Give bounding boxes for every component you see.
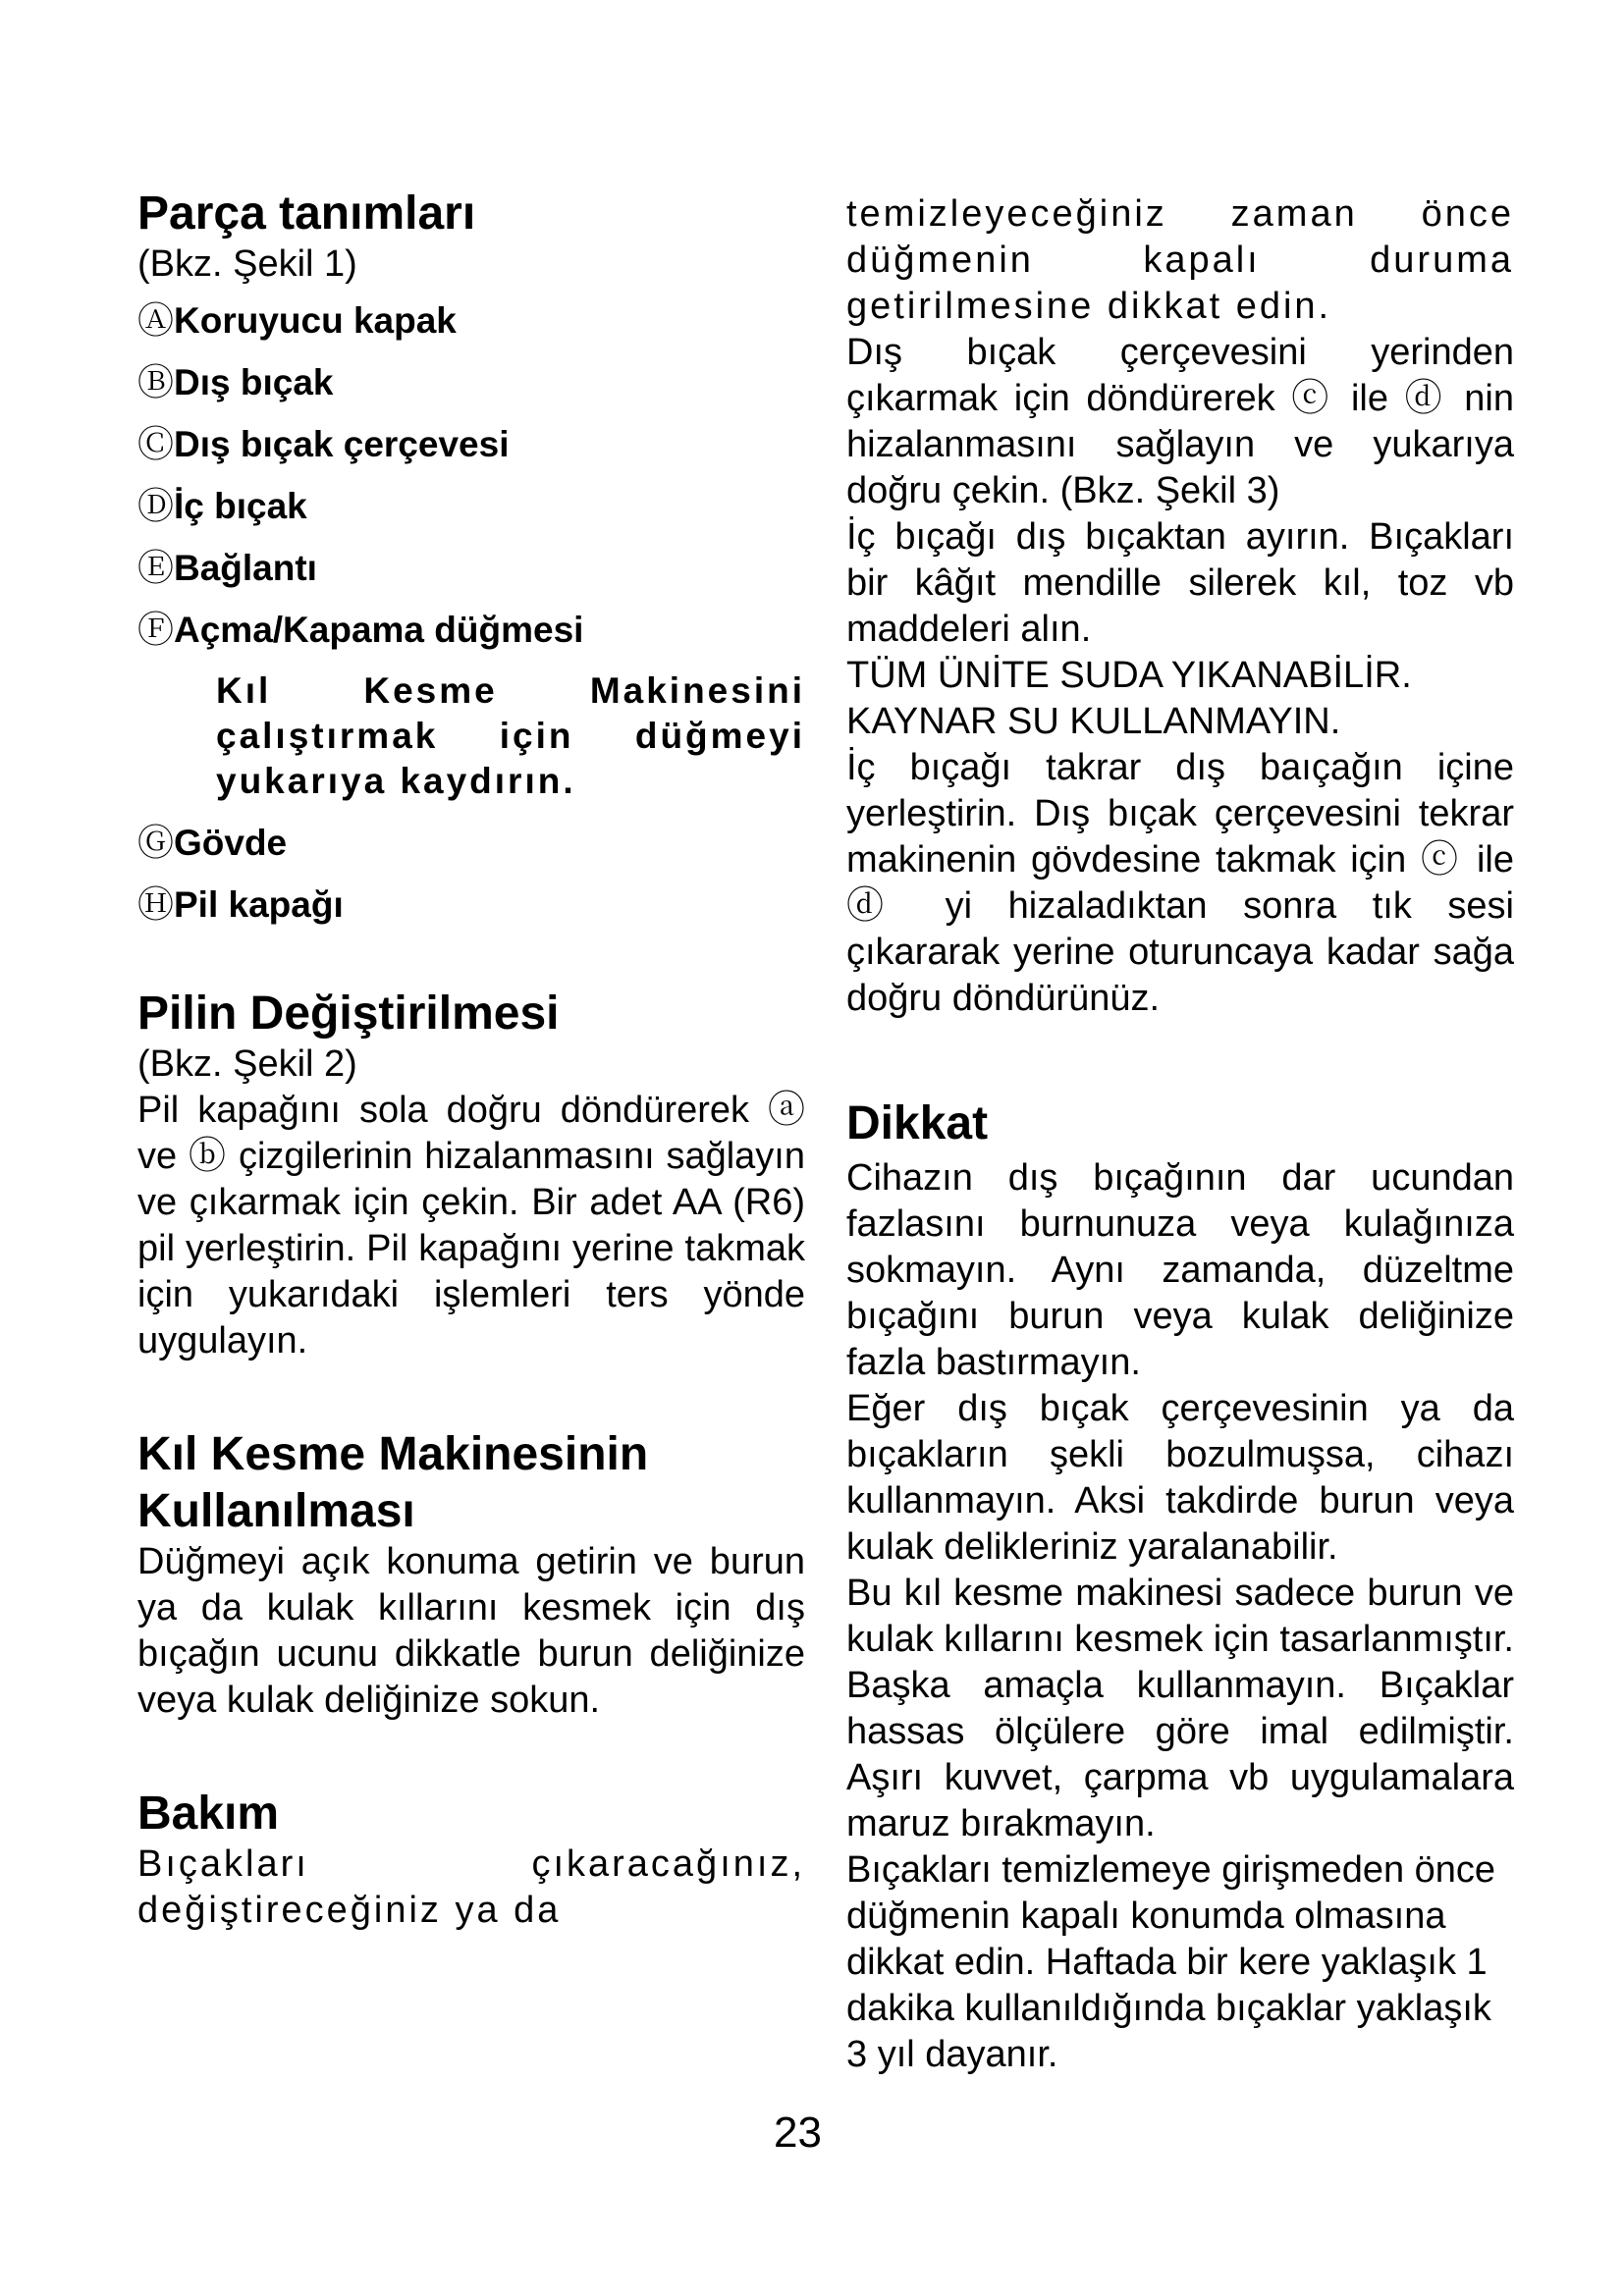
caution-text-4: Bıçakları temizlemeye girişmeden önce düğmenin kapalı konumda olmasına dikkat edin. Haftada bir kere yaklaşık 1 dakika kullanıldığında bıçaklar yaklaşık 3 yıl dayanır. [846, 1849, 1496, 2075]
usage-heading-line1: Kıl Kesme Makinesinin [137, 1428, 649, 1480]
usage-heading-line2: Kullanılması [137, 1485, 415, 1537]
part-item-g [137, 820, 805, 866]
care-text-start: Bıçakları çıkaracağınız, değiştireceğiniz ya da [137, 1843, 805, 1931]
caution-section [846, 1096, 1514, 2078]
part-item-e [137, 545, 805, 591]
caution-text-1: Cihazın dış bıçağının dar ucundan fazlasını burnunuza veya kulağınıza sokmayın. Aynı zamanda, düzeltme bıçağını burun veya kulak deliğinize fazla bastırmayın. [846, 1157, 1514, 1383]
part-label-c: Dış bıçak çerçevesi [174, 424, 510, 464]
care-inner-blade-text: İç bıçağı dış bıçaktan ayırın. Bıçakları bir kâğıt mendille silerek kıl, toz vb maddeleri alın. [846, 516, 1514, 650]
care-wash-warning: TÜM ÜNİTE SUDA YIKANABİLİR. KAYNAR SU KULLANMAYIN. [846, 655, 1412, 742]
battery-heading: Pilin Değiştirilmesi [137, 988, 560, 1040]
part-marker-e: Ⓔ [137, 548, 174, 588]
usage-text: Düğmeyi açık konuma getirin ve burun ya da kulak kıllarını kesmek için dış bıçağın ucunu dikkatle burun deliğinize veya kulak deliğinize sokun. [137, 1541, 805, 1721]
care-text-continued: temizleyeceğiniz zaman önce düğmenin kapalı duruma getirilmesine dikkat edin. [846, 193, 1514, 327]
part-item-a [137, 297, 805, 344]
part-item-b [137, 359, 805, 405]
caution-text-2: Eğer dış bıçak çerçevesinin ya da bıçakların şekli bozulmuşsa, cihazı kullanmayın. Aksi takdirde burun veya kulak delikleriniz yaralanabilir. [846, 1388, 1514, 1568]
usage-section [137, 1427, 805, 1724]
parts-figure-ref: (Bkz. Şekil 1) [137, 243, 357, 285]
left-column [137, 187, 805, 1934]
part-item-c [137, 421, 805, 467]
part-marker-f: Ⓕ [137, 610, 174, 650]
part-marker-a: Ⓐ [137, 300, 174, 341]
part-item-f [137, 607, 805, 653]
battery-section [137, 987, 805, 1364]
part-marker-g: Ⓖ [137, 823, 174, 863]
part-label-e: Bağlantı [174, 548, 317, 588]
part-label-g: Gövde [174, 823, 288, 863]
switch-note: Kıl Kesme Makinesini çalıştırmak için düğmeyi yukarıya kaydırın. [216, 670, 805, 801]
part-label-a: Koruyucu kapak [174, 300, 457, 341]
care-heading: Bakım [137, 1788, 280, 1840]
battery-text: Pil kapağını sola doğru döndürerek ⓐ ve ⓑ çizgilerinin hizalanmasını sağlayın ve çıkarmak için çekin. Bir adet AA (R6) pil yerleştirin. Pil kapağını yerine takmak için yukarıdaki işlemleri ters yönde uygulayın. [137, 1090, 805, 1362]
care-reassembly-text: İç bıçağı takrar dış baıçağın içine yerleştirin. Dış bıçak çerçevesini tekrar makinenin gövdesine takmak için ⓒ ile ⓓ yi hizaladıktan sonra tık sesi çıkararak yerine oturuncaya kadar sağa doğru döndürünüz. [846, 747, 1514, 1019]
part-marker-h: Ⓗ [137, 884, 174, 925]
caution-heading: Dikkat [846, 1097, 989, 1149]
part-label-f: Açma/Kapama düğmesi [174, 610, 584, 650]
right-column [846, 191, 1514, 2078]
battery-figure-ref: (Bkz. Şekil 2) [137, 1043, 357, 1085]
part-marker-d: Ⓓ [137, 486, 174, 526]
part-item-h [137, 881, 805, 928]
part-marker-c: Ⓒ [137, 424, 174, 464]
parts-heading: Parça tanımları [137, 187, 476, 240]
care-outer-frame-text: Dış bıçak çerçevesini yerinden çıkarmak için döndürerek ⓒ ile ⓓ nin hizalanmasını sağlayın ve yukarıya doğru çekin. (Bkz. Şekil 3) [846, 332, 1514, 511]
part-label-b: Dış bıçak [174, 362, 334, 402]
part-marker-b: Ⓑ [137, 362, 174, 402]
part-item-d [137, 483, 805, 529]
care-section [137, 1787, 805, 1934]
caution-text-3: Bu kıl kesme makinesi sadece burun ve kulak kıllarını kesmek için tasarlanmıştır. Başka amaçla kullanmayın. Bıçaklar hassas ölçülere göre imal edilmiştir. Aşırı kuvvet, çarpma vb uygulamalara maruz bırakmayın. [846, 1573, 1514, 1844]
part-label-h: Pil kapağı [174, 884, 344, 925]
part-label-d: İç bıçak [174, 486, 307, 526]
page-number: 23 [774, 2109, 822, 2157]
